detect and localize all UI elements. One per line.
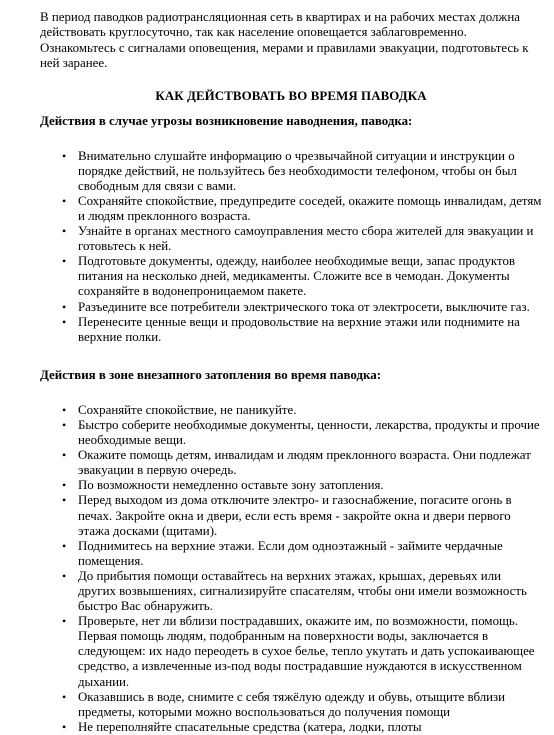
- list-item-text: Узнайте в органах местного самоуправления место сбора жителей для эвакуации и готовьтесь к ней.: [78, 224, 534, 254]
- list-item: [40, 539, 542, 569]
- threat-actions-list: [40, 149, 542, 345]
- list-item: [40, 315, 542, 345]
- list-item-text: Перенесите ценные вещи и продовольствие на верхние этажи или поднимите на верхние полки.: [78, 314, 520, 344]
- list-item: [40, 149, 542, 194]
- list-item: [40, 300, 542, 315]
- list-item: [40, 690, 542, 720]
- list-item-text: Проверьте, нет ли вблизи пострадавших, окажите им, по возможности, помощь. Первая помощь людям, подобранным на поверхности воды, заключается в следующем: их надо переодеть в сухое белье, тепло укутать и дать успокаивающее средство, а извлеченные из-под воды пострадавшие нуждаются в искусственном дыхании.: [78, 614, 535, 689]
- section-heading-threat: Действия в случае угрозы возникновение наводнения, паводка:: [40, 113, 413, 128]
- list-item-text: Оказавшись в воде, снимите с себя тяжёлую одежду и обувь, отыщите вблизи предметы, которыми можно воспользоваться до получения помощи: [78, 689, 506, 719]
- bullet-icon: •: [62, 689, 67, 704]
- list-item: [40, 448, 542, 478]
- bullet-icon: •: [62, 402, 67, 417]
- flooding-actions-list: [40, 403, 542, 735]
- bullet-icon: •: [62, 254, 67, 269]
- list-item-text: Внимательно слушайте информацию о чрезвычайной ситуации и инструкции о порядке действий, не пользуйтесь без необходимости телефоном, чтобы он был свободным для связи с вами.: [78, 148, 517, 193]
- bullet-icon: •: [62, 148, 67, 163]
- bullet-icon: •: [62, 448, 67, 463]
- list-item: [40, 403, 542, 418]
- document-title: КАК ДЕЙСТВОВАТЬ ВО ВРЕМЯ ПАВОДКА: [155, 88, 427, 103]
- list-item-text: Окажите помощь детям, инвалидам и людям преклонного возраста. Они подлежат эвакуации в первую очередь.: [78, 448, 531, 478]
- list-item-text: Поднимитесь на верхние этажи. Если дом одноэтажный - займите чердачные помещения.: [78, 538, 503, 568]
- bullet-icon: •: [62, 299, 67, 314]
- list-item-text: Сохраняйте спокойствие, не паникуйте.: [78, 402, 297, 417]
- bullet-icon: •: [62, 568, 67, 583]
- list-item-text: Сохраняйте спокойствие, предупредите соседей, окажите помощь инвалидам, детям и людям преклонного возраста.: [78, 193, 542, 223]
- list-item-text: По возможности немедленно оставьте зону затопления.: [78, 478, 384, 493]
- list-item-text: Быстро соберите необходимые документы, ценности, лекарства, продукты и прочие необходимые вещи.: [78, 417, 540, 448]
- bullet-icon: •: [62, 224, 67, 239]
- bullet-icon: •: [62, 478, 67, 493]
- bullet-icon: •: [62, 614, 67, 629]
- list-item-text: До прибытия помощи оставайтесь на верхних этажах, крышах, деревьях или других возвышениях, сигнализируйте спасателям, чтобы они имели возможность быстро Вас обнаружить.: [78, 568, 527, 614]
- list-item: [40, 493, 542, 538]
- list-item-text: Не переполняйте спасательные средства (катера, лодки, плоты: [78, 719, 422, 734]
- bullet-icon: •: [62, 314, 67, 329]
- list-item: [40, 254, 542, 299]
- list-item: [40, 614, 542, 689]
- bullet-icon: •: [62, 538, 67, 553]
- bullet-icon: •: [62, 193, 67, 208]
- bullet-icon: •: [62, 493, 67, 508]
- list-item: [40, 194, 542, 224]
- list-item-text: Перед выходом из дома отключите электро- и газоснабжение, погасите огонь в печах. Закройте окна и двери, если есть время - закройте окна и двери первого этажа досками (щитами).: [78, 493, 512, 538]
- list-item: [40, 224, 542, 254]
- list-item: [40, 418, 542, 448]
- section-heading-flooding: Действия в зоне внезапного затопления во время паводка:: [40, 367, 381, 382]
- list-item-text: Разъедините все потребители электрического тока от электросети, выключите газ.: [78, 299, 530, 314]
- intro-paragraph: В период паводков радиотрансляционная сеть в квартирах и на рабочих местах должна действовать круглосуточно, так как население оповещается заблаговременно. Ознакомьтесь с сигналами оповещения, мерами и правилами эвакуации, подготовьтесь к ней заранее.: [40, 10, 529, 71]
- bullet-icon: •: [62, 417, 67, 432]
- list-item: [40, 720, 542, 735]
- list-item: [40, 478, 542, 493]
- list-item-text: Подготовьте документы, одежду, наиболее необходимые вещи, запас продуктов питания на несколько дней, медикаменты. Сложите все в чемодан. Документы сохраняйте в водонепроницаемом пакете.: [78, 254, 515, 299]
- list-item: [40, 569, 542, 614]
- bullet-icon: •: [62, 719, 67, 734]
